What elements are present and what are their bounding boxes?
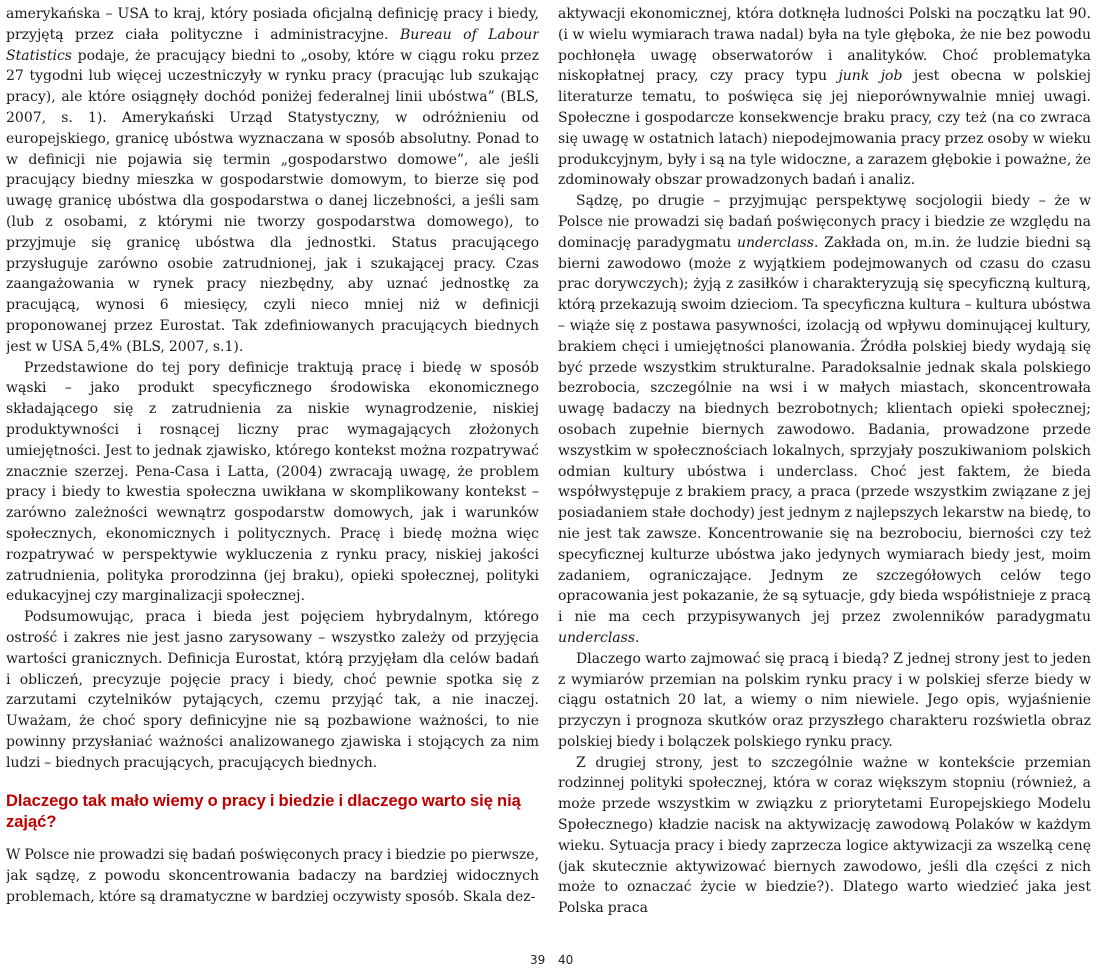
left-page bbox=[6, 4, 539, 934]
junk-job-italic: junk job bbox=[838, 68, 903, 85]
right-paragraph-3: Dlaczego warto zajmować się pracą i biedą? Z jednej strony jest to jeden z wymiarów przemian na polskim rynku pracy i w polskiej sferze biedy w ciągu ostatnich 20 lat, a wiemy o nim niewiele. Jego opis, wyjaśnienie przyczyn i prognoza skutków oraz przyszłego charakteru rozświetla obraz polskiej biedy i bolączek polskiego rynku pracy. bbox=[558, 650, 1091, 750]
page-number-left: 39 bbox=[530, 953, 546, 967]
bls-italic: Bureau of Labour Statistics bbox=[6, 26, 539, 64]
right-page bbox=[558, 4, 1091, 934]
underclass-italic-2: underclass. bbox=[558, 629, 640, 646]
right-paragraph-1: aktywacji ekonomicznej, która dotknęła ludności Polski na początku lat 90. (i w wielu wymiarach trawa nadal) była na tyle głęboka, że nie bez powodu pochłonęła uwagę obserwatorów i analityków. Choć problematyka niskopłatnej pracy, czy pracy typu junk job jest obecna w polskiej literaturze tematu, to poświęca się jej nieporównywalnie mniej uwagi. Społeczne i gospodarcze konsekwencje braku pracy, czy też (na co zwraca się uwagę w ostatnich latach) niepodejmowania pracy przez osoby w wieku produkcyjnym, były i są na tyle widoczne, a zarazem głębokie i poważne, że zdominowały obszar prowadzonych badań i analiz. bbox=[558, 6, 1091, 189]
right-paragraph-2: Sądzę, po drugie – przyjmując perspektywę socjologii biedy – że w Polsce nie prowadzi się badań poświęconych pracy i biedzie ze względu na dominację paradygmatu underclass. Zakłada on, m.in. że ludzie biedni są bierni zawodowo (może z wyjątkiem podejmowanych od czasu do czasu prac dorywczych); żyją z zasiłków i charakteryzują się specyficzną kulturą, którą przekazują swoim dzieciom. Ta specyficzna kultura – kultura ubóstwa – wiąże się z postawa pasywności, izolacją od wpływu dominującej kultury, brakiem chęci i umiejętności planowania. Źródła polskiej biedy wydają się być przede wszystkim strukturalne. Paradoksalnie jednak skala polskiego bezrobocia, szczególnie na wsi i w małych miastach, skoncentrowała uwagę badaczy na biednych bezrobotnych; klientach opieki społecznej; osobach zupełnie biernych zawodowo. Badania, prowadzone przede wszystkim w społecznościach lokalnych, sprzyjały poszukiwaniom polskich odmian kultury ubóstwa i underclass. Choć jest faktem, że bieda współwystępuje z brakiem pracy, a praca (przede wszystkim związane z jej posiadaniem stałe dochody) jest jednym z najlepszych lekarstw na biedę, to nie jest tak zawsze. Koncentrowanie się na bezrobociu, bierności czy też specyficznej kulturze ubóstwa jako jedynych wymiarach biedy jest, moim zadaniem, ograniczające. Jednym ze szczegółowych celów tego opracowania jest pokazanie, że są sytuacje, gdy bieda współistnieje z pracą i nie ma cech przypisywanych jej przez zwolenników paradygmatu underclass. bbox=[558, 193, 1091, 646]
left-paragraph-3: Podsumowując, praca i bieda jest pojęciem hybrydalnym, którego ostrość i zakres nie jest jasno zarysowany – wszystko zależy od przyjęcia wartości granicznych. Definicja Eurostat, którą przyjęłam dla celów badań i obliczeń, precyzuje pojęcie pracy i biedy, choć pewnie spotka się z zarzutami czytelników pytających, czemu przyjąć tak, a nie inaczej. Uważam, że choć spory definicyjne nie są pozbawione ważności, to nie powinny przysłaniać ważności analizowanego zjawiska i stojących za nim ludzi – biednych pracujących, pracujących biednych. bbox=[6, 609, 539, 771]
right-paragraph-4: Z drugiej strony, jest to szczególnie ważne w kontekście przemian rodzinnej polityki społecznej, która w coraz większym stopniu (również, a może przede wszystkim w związku z priorytetami Europejskiego Modelu Społecznego) kładzie nacisk na aktywizację zawodową Polaków w każdym wieku. Sytuacja pracy i biedy zaprzecza logice aktywizacji za wszelką cenę (jak skutecznie aktywizować biernych zawodowo, jeśli dla części z nich może to oznaczać życie w biedzie?). Dlatego warto wiedzieć jaka jest Polska praca bbox=[558, 754, 1091, 917]
left-paragraph-4: W Polsce nie prowadzi się badań poświęconych pracy i biedzie po pierwsze, jak sądzę, z powodu skoncentrowania badaczy na bardziej widocznych problemach, które są dramatyczne w bardziej oczywisty sposób. Skala dez- bbox=[6, 847, 539, 906]
page-number-right: 40 bbox=[558, 953, 574, 967]
left-paragraph-1: amerykańska – USA to kraj, który posiada oficjalną definicję pracy i biedy, przyjętą przez ciała polityczne i administracyjne. Bureau of Labour Statistics podaje, że pracujący biedni to „osoby, które w ciągu roku przez 27 tygodni lub więcej uczestniczyły w rynku pracy (pracując lub szukając pracy), ale które osiągnęły dochód poniżej federalnej linii ubóstwa” (BLS, 2007, s. 1). Amerykański Urząd Statystyczny, w odróżnieniu od europejskiego, granicę ubóstwa wyznaczana w sposób absolutny. Ponad to w definicji nie pojawia się termin „gospodarstwo domowe”, ale jeśli pracujący biedny mieszka w gospodarstwie domowym, to bierze się pod uwagę granicę ubóstwa dla gospodarstwa o danej liczebności, a jeśli sam (lub z osobami, z którymi nie tworzy gospodarstwa domowego), to przyjmuje się granicę ubóstwa dla jednostki. Status pracującego przysługuje zarówno osobie zatrudnionej, jak i szukającej pracy. Czas zaangażowania w rynek pracy niezbędny, aby uznać jednostkę za pracującą, wynosi 6 miesięcy, czyli nieco mniej niż w definicji proponowanej przez Eurostat. Tak zdefiniowanych pracujących biednych jest w USA 5,4% (BLS, 2007, s.1). bbox=[6, 6, 539, 355]
left-paragraph-2: Przedstawione do tej pory definicje traktują pracę i biedę w sposób wąski – jako produkt specyficznego środowiska ekonomicznego składającego się z zatrudnienia za niskie wynagrodzenie, niskiej produktywności i rosnącej liczny prac wymagających złożonych umiejętności. Jest to jednak zjawisko, którego kontekst można rozpatrywać znacznie szerzej. Pena-Casa i Latta, (2004) zwracają uwagę, że problem pracy i biedy to kwestia społeczna uwikłana w skomplikowany kontekst – zarówno zależności wewnątrz gospodarstw domowych, jak i warunków społecznych, ekonomicznych i politycznych. Pracę i biedę można więc rozpatrywać w perspektywie wykluczenia z rynku pracy, niskiej jakości zatrudnienia, polityka prorodzinna (jej braku), opieki społecznej, polityki edukacyjnej czy marginalizacji społecznej. bbox=[6, 359, 539, 605]
underclass-italic: underclass bbox=[736, 234, 814, 251]
section-heading: Dlaczego tak mało wiemy o pracy i biedzie i dlaczego warto się nią zająć? bbox=[6, 792, 521, 832]
